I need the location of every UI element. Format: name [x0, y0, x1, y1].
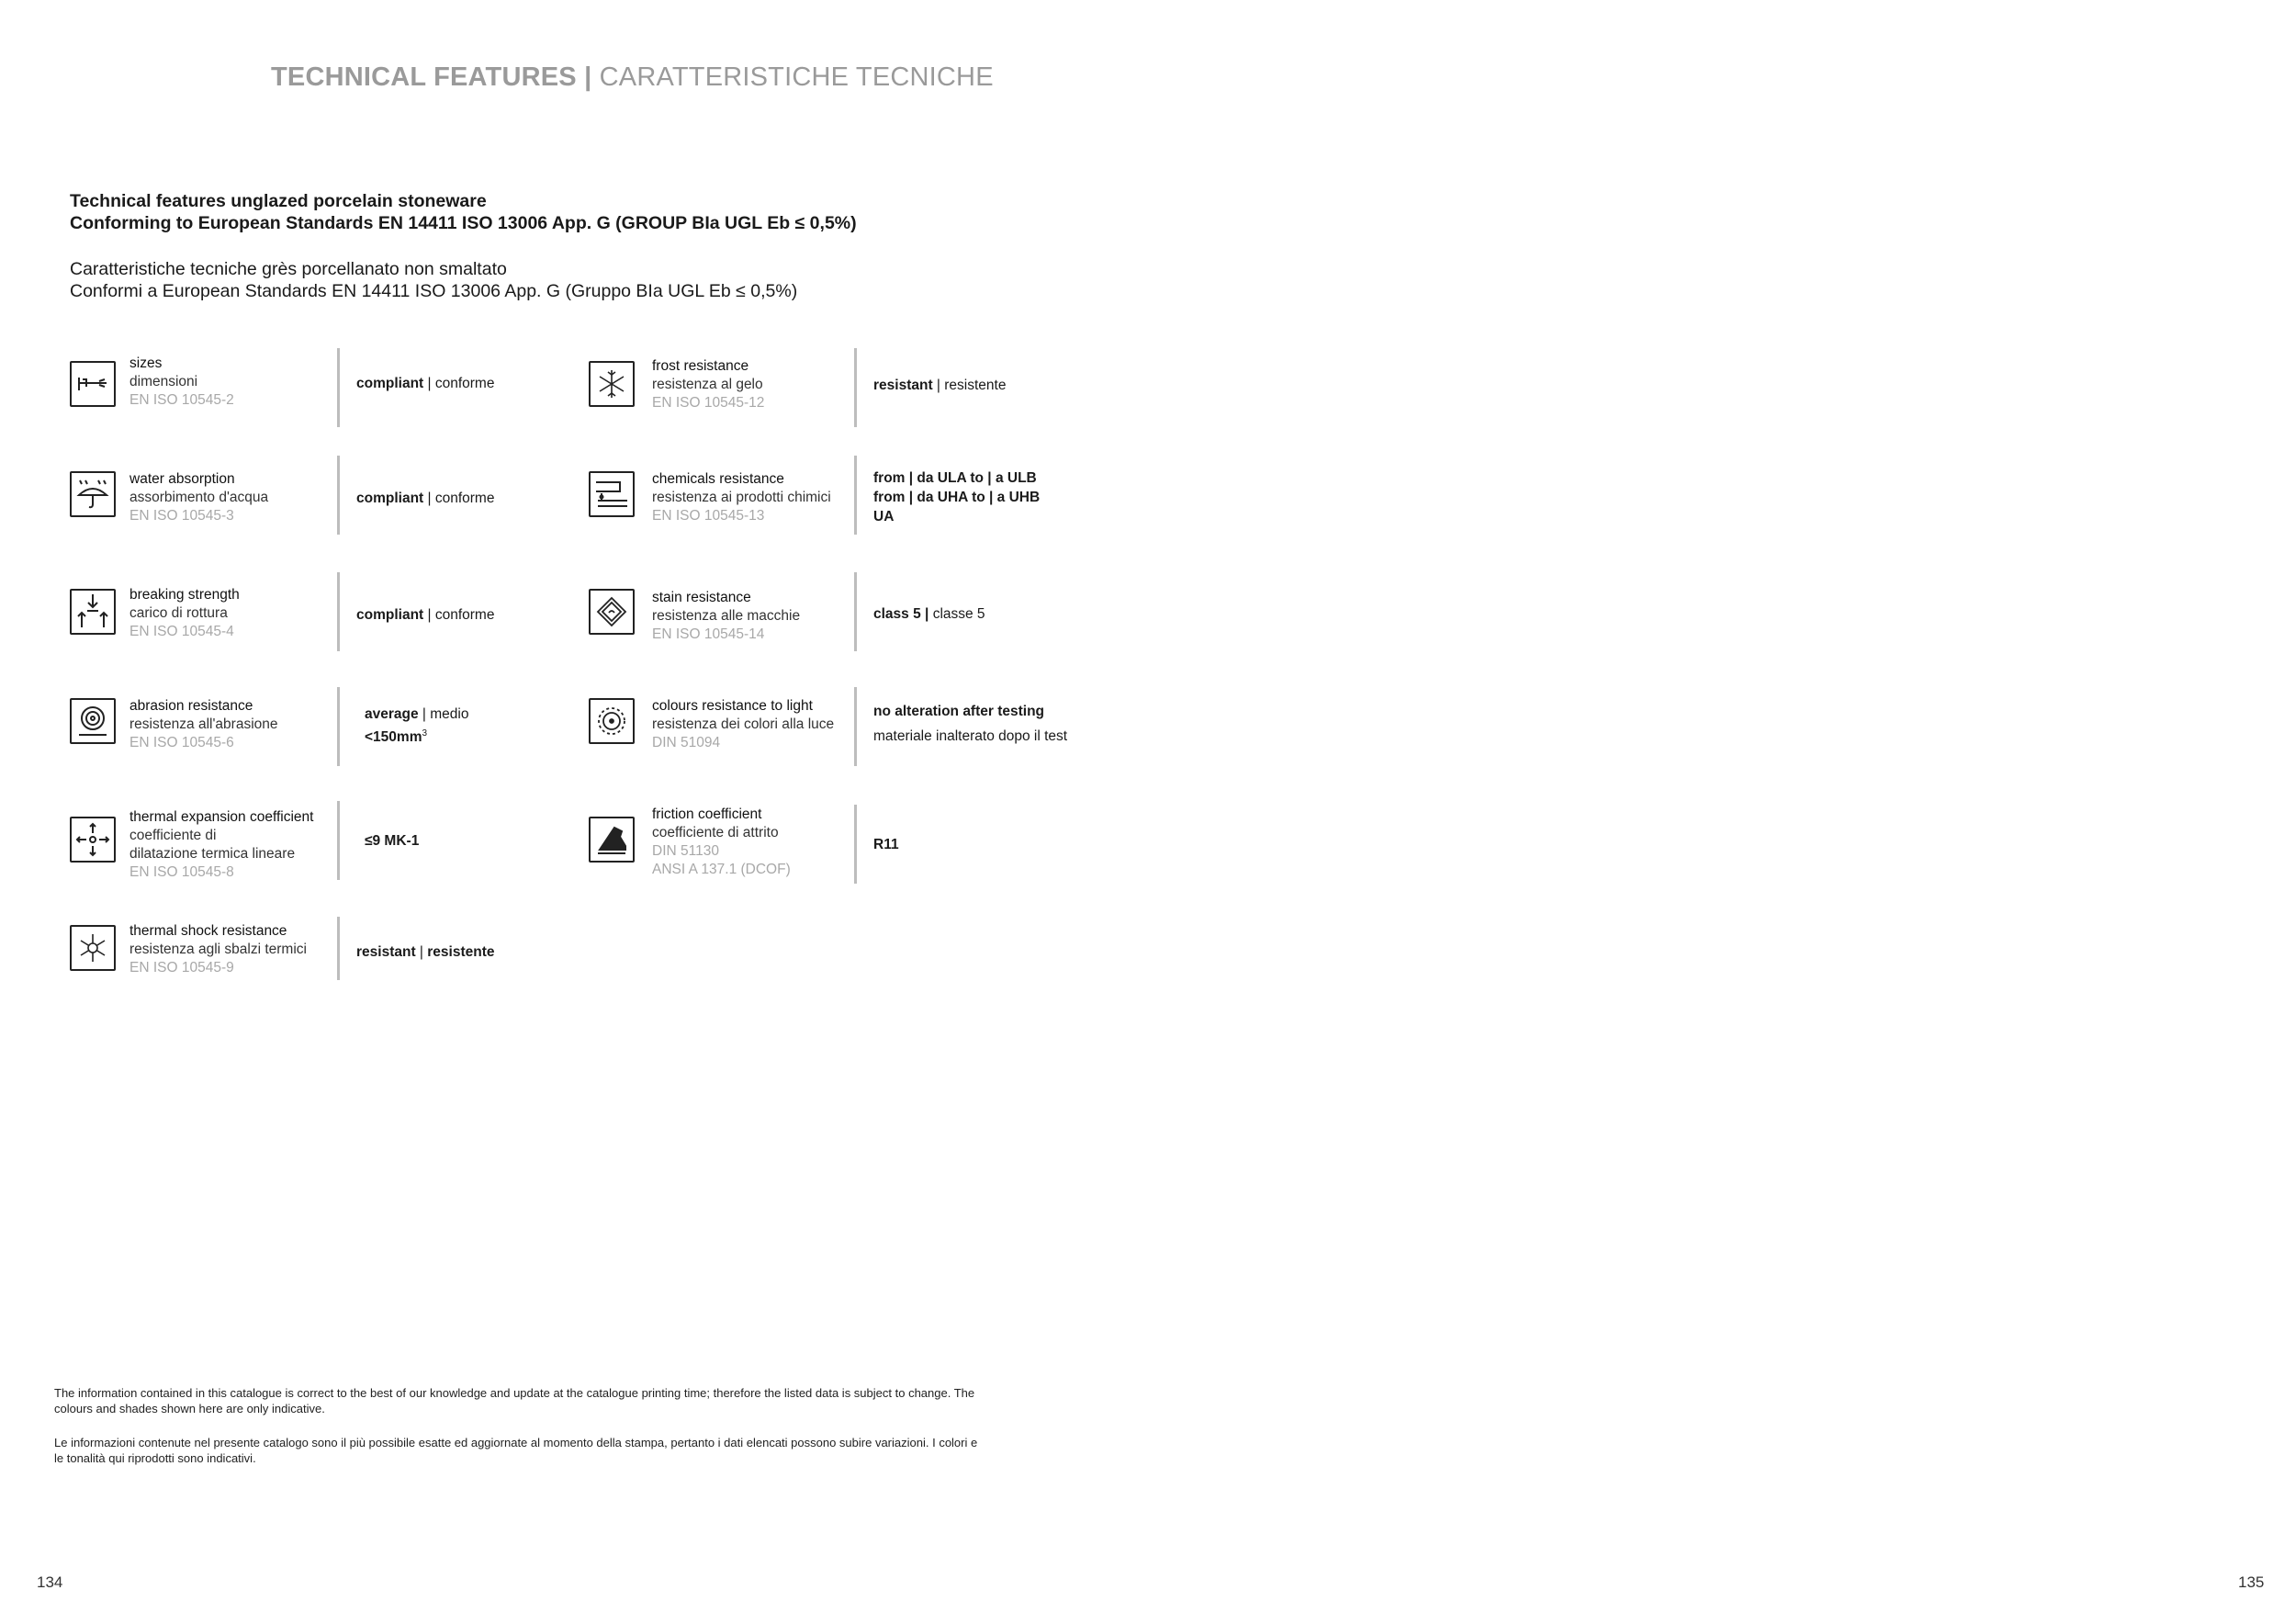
- feature-norm-2: ANSI A 137.1 (DCOF): [652, 862, 791, 877]
- feature-norm: EN ISO 10545-2: [129, 392, 234, 408]
- feature-label-en: water absorption: [129, 471, 235, 487]
- divider: [854, 348, 857, 427]
- abrasion-disc-icon: [70, 698, 116, 744]
- feature-norm: EN ISO 10545-6: [129, 735, 234, 750]
- divider: [337, 917, 340, 980]
- feature-label-en: colours resistance to light: [652, 698, 813, 714]
- feature-label-en: breaking strength: [129, 587, 240, 603]
- feature-value: resistant | resistente: [356, 944, 495, 960]
- stain-diamond-icon: [589, 589, 635, 635]
- shoe-slip-icon: [589, 817, 635, 863]
- feature-norm: DIN 51130: [652, 843, 719, 859]
- feature-label-en: stain resistance: [652, 590, 751, 605]
- feature-norm: EN ISO 10545-4: [129, 624, 234, 639]
- feature-value: resistant | resistente: [873, 378, 1007, 393]
- chemical-drip-icon: [589, 471, 635, 517]
- expansion-arrows-icon: [70, 817, 116, 863]
- feature-value: R11: [873, 837, 899, 852]
- divider: [854, 456, 857, 535]
- caliper-icon: [70, 361, 116, 407]
- feature-label-it: assorbimento d'acqua: [129, 490, 269, 505]
- feature-value: average | medio $<150mm^3$: [365, 706, 469, 746]
- feature-norm: EN ISO 10545-14: [652, 626, 765, 642]
- feature-label-it: resistenza alle macchie: [652, 608, 801, 624]
- feature-label-en: thermal shock resistance: [129, 923, 287, 939]
- divider: [337, 687, 340, 766]
- feature-label-it: coefficiente di attrito: [652, 825, 779, 840]
- feature-value: compliant | conforme: [356, 491, 495, 506]
- feature-label-it-2: dilatazione termica lineare: [129, 846, 296, 862]
- divider: [337, 456, 340, 535]
- feature-label-it: dimensioni: [129, 374, 198, 389]
- divider: [337, 801, 340, 880]
- sun-snowflake-icon: [70, 925, 116, 971]
- snowflake-icon: [589, 361, 635, 407]
- feature-norm: EN ISO 10545-8: [129, 864, 234, 880]
- feature-norm: EN ISO 10545-3: [129, 508, 234, 524]
- feature-norm: EN ISO 10545-9: [129, 960, 234, 976]
- feature-label-en: chemicals resistance: [652, 471, 784, 487]
- divider: [854, 687, 857, 766]
- page-number-right: 135: [2238, 1573, 2265, 1591]
- page-number-left: 134: [37, 1573, 63, 1591]
- feature-value: ≤9 MK-1: [365, 833, 420, 849]
- feature-label-it: resistenza ai prodotti chimici: [652, 490, 831, 505]
- feature-label-it: carico di rottura: [129, 605, 228, 621]
- feature-label-en: abrasion resistance: [129, 698, 253, 714]
- feature-label-en: thermal expansion coefficient: [129, 809, 314, 825]
- disclaimer-english: The information contained in this catalogue is correct to the best of our knowledge and update at the catalogue printing time; therefore the listed data is subject to change. The colours and shades shown here are only indicative.: [54, 1386, 975, 1415]
- divider: [854, 572, 857, 651]
- feature-value: from | da ULA to | a ULB from | da UHA to | a UHB UA: [873, 470, 1041, 524]
- feature-value: no alteration after testing materiale inalterato dopo il test: [873, 704, 1068, 744]
- divider: [854, 805, 857, 884]
- feature-norm: EN ISO 10545-12: [652, 395, 765, 411]
- divider: [337, 348, 340, 427]
- feature-norm: DIN 51094: [652, 735, 721, 750]
- feature-norm: EN ISO 10545-13: [652, 508, 765, 524]
- feature-label-it: resistenza dei colori alla luce: [652, 716, 835, 732]
- divider: [337, 572, 340, 651]
- feature-value: compliant | conforme: [356, 376, 495, 391]
- intro-italian: Caratteristiche tecniche grès porcellanato non smaltato Conformi a European Standards EN 14411 ISO 13006 App. G (Gruppo BIa UGL Eb ≤ 0,5%): [70, 259, 798, 301]
- feature-label-it: resistenza agli sbalzi termici: [129, 942, 307, 957]
- umbrella-rain-icon: [70, 471, 116, 517]
- feature-label-en: sizes: [129, 355, 163, 371]
- feature-value: compliant | conforme: [356, 607, 495, 623]
- page-title: TECHNICAL FEATURES | CARATTERISTICHE TECNICHE: [271, 62, 994, 92]
- feature-label-en: friction coefficient: [652, 806, 762, 822]
- feature-value: class 5 | classe 5: [873, 606, 985, 622]
- light-ring-icon: [589, 698, 635, 744]
- feature-label-it: coefficiente di: [129, 828, 217, 843]
- feature-label-it: resistenza all'abrasione: [129, 716, 278, 732]
- pressure-arrows-icon: [70, 589, 116, 635]
- feature-label-en: frost resistance: [652, 358, 749, 374]
- intro-english: Technical features unglazed porcelain stoneware Conforming to European Standards EN 14411 ISO 13006 App. G (GROUP BIa UGL Eb ≤ 0,5%): [70, 191, 857, 233]
- disclaimer-italian: Le informazioni contenute nel presente catalogo sono il più possibile esatte ed aggiornate al momento della stampa, pertanto i dati elencati possono subire variazioni. I colori e le tonalità qui riprodotti sono indicativi.: [54, 1436, 978, 1465]
- feature-label-it: resistenza al gelo: [652, 377, 763, 392]
